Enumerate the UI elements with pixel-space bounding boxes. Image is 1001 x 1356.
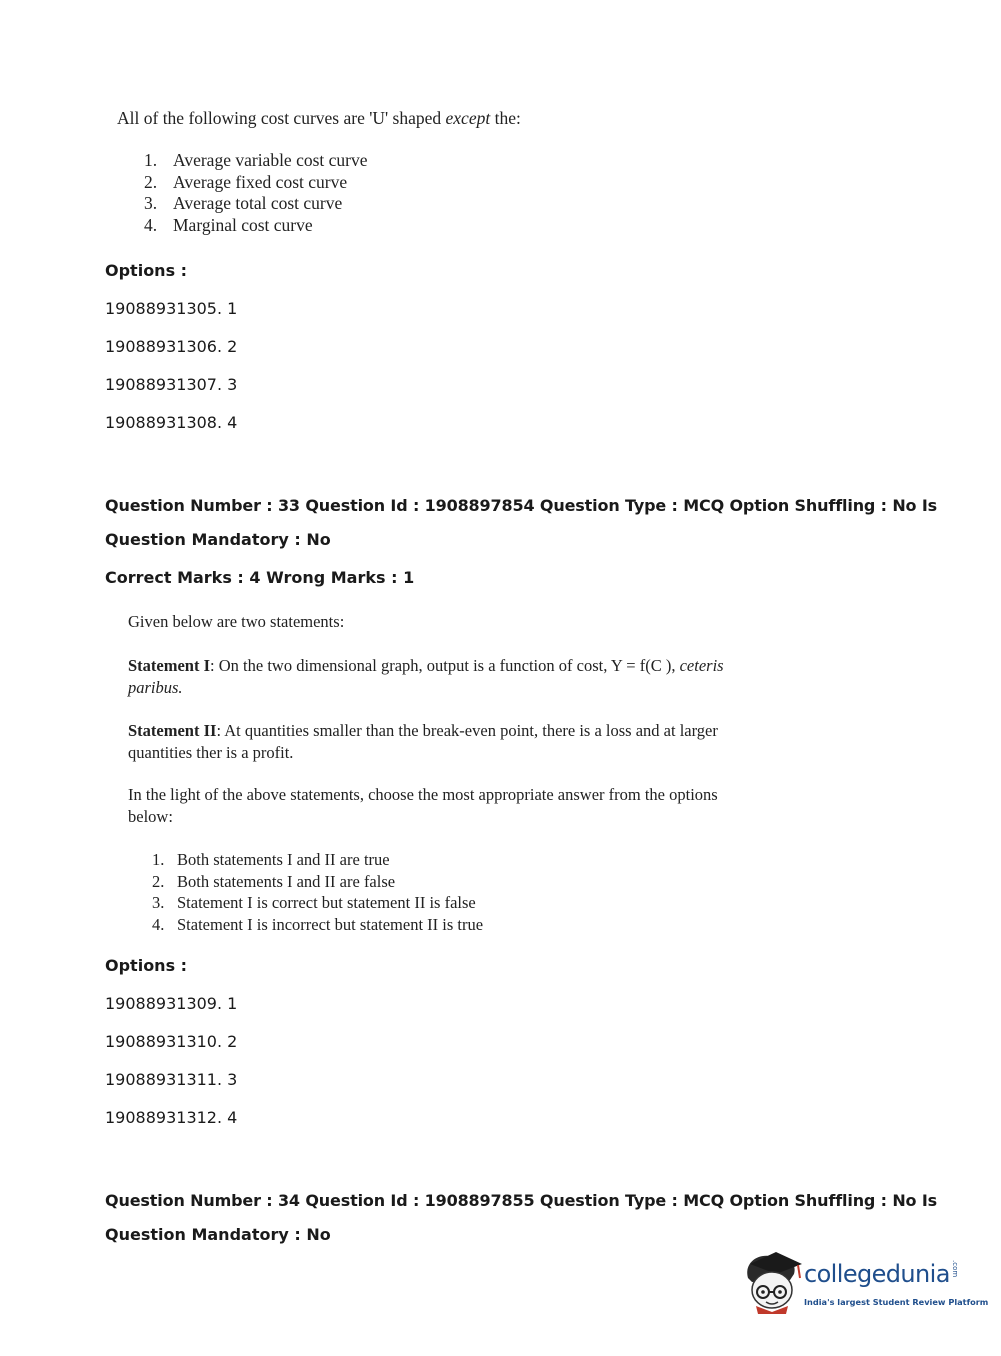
q32-option-2: 19088931306. 2	[105, 337, 238, 356]
q32-option-4: 19088931308. 4	[105, 413, 238, 432]
q33-instruction-line2: below:	[128, 807, 173, 826]
list-item: 1. Average variable cost curve	[144, 150, 368, 170]
logo-wordmark	[804, 1260, 959, 1288]
q33-s2-text-2: quantities ther is a profit.	[128, 743, 294, 762]
q33-intro: Given below are two statements:	[128, 612, 345, 631]
q33-option-2: 19088931310. 2	[105, 1032, 238, 1051]
q32-choice-list	[144, 150, 464, 236]
q32-options-heading: Options :	[105, 261, 188, 280]
mascot-icon	[742, 1250, 804, 1318]
list-item: 3. Statement I is correct but statement II is false	[152, 893, 476, 912]
q32-stem-end: the:	[490, 108, 521, 128]
list-item: 4. Statement I is incorrect but statement II is true	[152, 914, 484, 934]
list-item: 2. Average fixed cost curve	[144, 171, 348, 192]
q33-options-heading: Options :	[105, 956, 188, 975]
q33-choice-list	[152, 849, 512, 935]
q33-s1-label: Statement I	[128, 656, 211, 675]
q33-header-line2: Question Mandatory : No	[105, 530, 331, 549]
logo-suffix: .com	[950, 1260, 959, 1278]
q32-option-1: 19088931305. 1	[105, 299, 238, 318]
q33-s1-emphasis: ceteris	[679, 656, 724, 675]
collegedunia-logo	[742, 1250, 989, 1320]
q32-stem	[117, 106, 521, 130]
q32-stem-emphasis: except	[445, 108, 491, 128]
q33-instruction	[128, 784, 748, 828]
q33-option-1: 19088931309. 1	[105, 994, 238, 1013]
list-item: 4. Marginal cost curve	[144, 214, 313, 235]
q33-s1-emphasis-2: paribus.	[128, 678, 183, 697]
logo-name: collegedunia	[804, 1260, 950, 1288]
q32-stem-text: All of the following cost curves are 'U' shaped	[117, 108, 446, 128]
q32-option-3: 19088931307. 3	[105, 375, 238, 394]
list-item: 2. Both statements I and II are false	[152, 871, 396, 891]
q33-statement-2	[128, 720, 748, 764]
q33-marks: Correct Marks : 4 Wrong Marks : 1	[105, 568, 415, 587]
q33-statement-1	[128, 655, 748, 699]
q33-s1-text: : On the two dimensional graph, output is a function of cost, Y = f(C ),	[210, 656, 680, 675]
logo-tagline: India's largest Student Review Platform	[804, 1297, 989, 1307]
q34-header-line1: Question Number : 34 Question Id : 1908897855 Question Type : MCQ Option Shuffling : No Is	[105, 1191, 938, 1210]
q33-option-3: 19088931311. 3	[105, 1070, 238, 1089]
q33-s2-label: Statement II	[128, 721, 217, 740]
q34-header-line2: Question Mandatory : No	[105, 1225, 331, 1244]
list-item: 1. Both statements I and II are true	[152, 850, 390, 869]
q33-option-4: 19088931312. 4	[105, 1108, 238, 1127]
q33-s2-text: : At quantities smaller than the break-even point, there is a loss and at larger	[216, 721, 718, 740]
list-item: 3. Average total cost curve	[144, 193, 343, 213]
q33-instruction-line1: In the light of the above statements, choose the most appropriate answer from the options	[128, 785, 718, 804]
q33-header-line1: Question Number : 33 Question Id : 1908897854 Question Type : MCQ Option Shuffling : No Is	[105, 496, 938, 515]
